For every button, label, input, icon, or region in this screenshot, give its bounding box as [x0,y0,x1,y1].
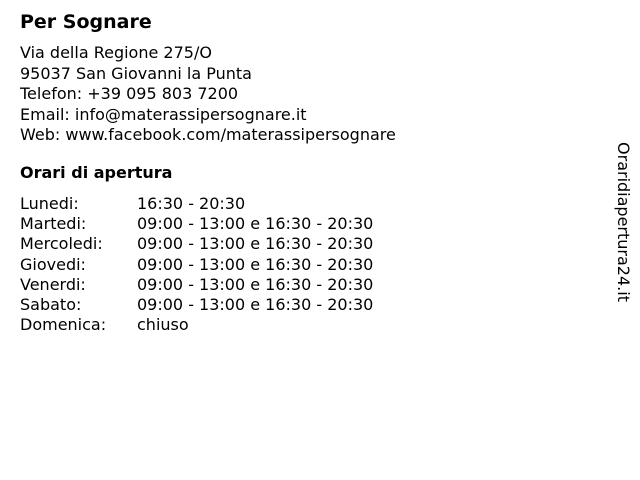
time-value: 16:30 - 20:30 [137,194,246,213]
day-label: Giovedi: [20,254,86,274]
address-city: 95037 San Giovanni la Punta [20,63,252,83]
address-street: Via della Regione 275/O [20,43,212,62]
day-label: Sabato: [20,295,82,315]
phone-number: Telefon: +39 095 803 7200 [20,84,239,103]
opening-hours-heading: Orari di apertura [20,163,173,182]
hours-row-mercoledi [20,234,373,254]
time-value: 09:00 - 13:00 e 16:30 - 20:30 [137,214,374,234]
website-url: Web: www.facebook.com/materassipersognare [20,125,396,144]
time-value: 09:00 - 13:00 e 16:30 - 20:30 [137,234,374,254]
site-watermark [609,133,637,311]
day-label: Mercoledi: [20,234,103,254]
day-label: Lunedi: [20,194,79,213]
opening-hours-table [20,194,373,335]
hours-row-sabato [20,295,373,315]
hours-row-martedi [20,214,373,234]
hours-row-giovedi [20,255,373,275]
time-value: 09:00 - 13:00 e 16:30 - 20:30 [137,295,374,315]
time-value: chiuso [137,315,189,335]
day-label: Venerdi: [20,274,86,294]
day-label: Domenica: [20,315,107,335]
contact-info [20,43,396,146]
watermark-text: Oraridiapertura24.it [614,142,634,302]
email-address: Email: info@materassipersognare.it [20,104,307,124]
time-value: 09:00 - 13:00 e 16:30 - 20:30 [137,274,374,294]
hours-row-domenica [20,315,373,335]
hours-row-lunedi [20,194,373,214]
hours-row-venerdi [20,275,373,295]
business-name: Per Sognare [20,11,152,33]
time-value: 09:00 - 13:00 e 16:30 - 20:30 [137,254,374,274]
day-label: Martedi: [20,214,87,234]
